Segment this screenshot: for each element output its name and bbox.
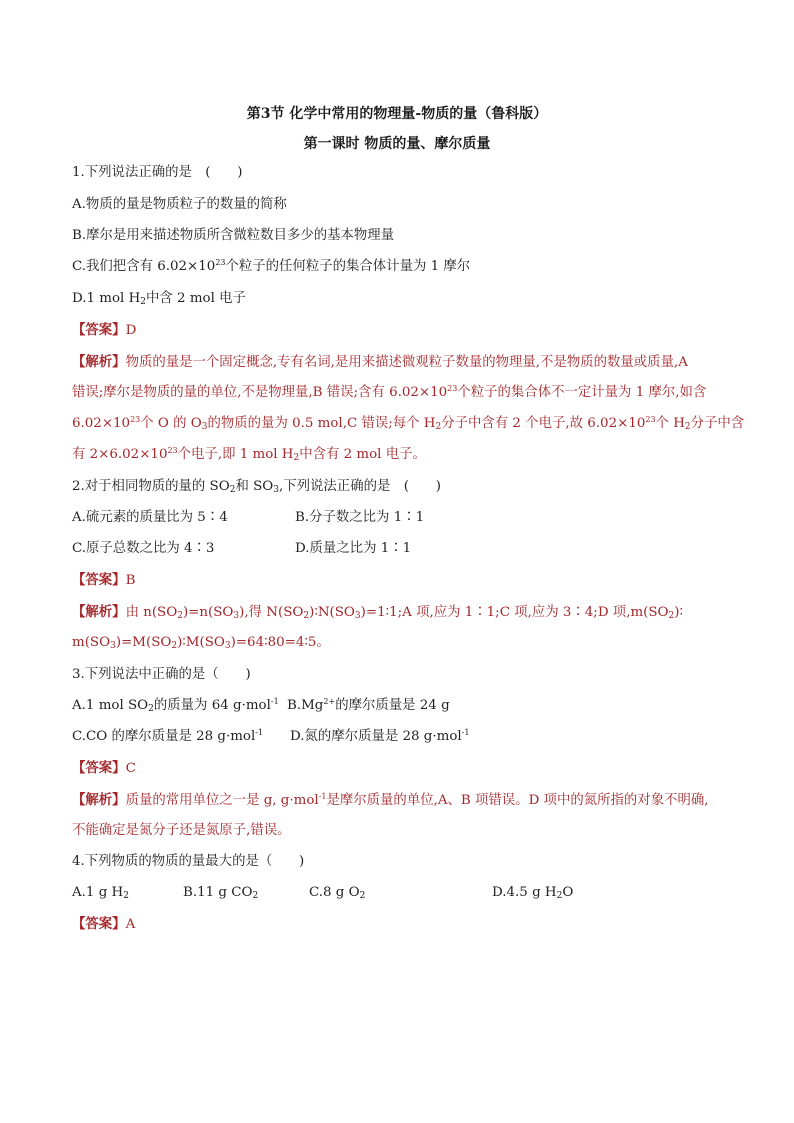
q3-option-c: C.CO 的摩尔质量是 28 g·mol$^{-1}$ xyxy=(72,728,264,744)
q3-option-a: A.1 mol $SO_2$的质量为 64 g·mol$^{-1}$ xyxy=(72,697,279,714)
q1-analysis-line-1: 【解析】物质的量是一个固定概念,专有名词,是用来描述微观粒子数量的物理量,不是物质的数量或质量,A xyxy=(72,354,688,370)
q1-analysis-line-4: 有 $2\times 6.02\times 10^{23}$个电子,即 1 mol $H_2$中含有 2 mol 电子。 xyxy=(72,446,426,463)
q2-stem: 2.对于相同物质的量的 $SO_2$和 $SO_3$,下列说法正确的是 ( ) xyxy=(72,479,441,495)
q1-option-c: C.我们把含有 $6.02\times 10^{23}$个粒子的任何粒子的集合体计量为 1 摩尔 xyxy=(72,258,471,274)
q1-stem: 1.下列说法正确的是 ( ) xyxy=(72,165,243,180)
q4-option-a: A.1 g $H_2$ xyxy=(72,885,129,901)
q3-options-row-2 xyxy=(72,728,722,746)
q4-option-d: D.4.5 g $H_2O$ xyxy=(492,885,574,901)
q1-answer: 【答案】D xyxy=(72,322,137,338)
q1-analysis-line-3: $6.02\times 10^{23}$个 O 的 $O_3$的物质的量为 0.5 mol,C 错误;每个 $H_2$分子中含有 2 个电子,故 $6.02\times 10^{23}$个 $H_2$分子中含 xyxy=(72,415,745,432)
q3-answer: 【答案】C xyxy=(72,760,136,776)
q1-analysis-line-2: 错误;摩尔是物质的量的单位,不是物理量,B 错误;含有 $6.02\times 10^{23}$个粒子的集合体不一定计量为 1 摩尔,如含 xyxy=(72,384,707,400)
q3-options-row-1 xyxy=(72,697,722,715)
q1-option-a: A.物质的量是物质粒子的数量的简称 xyxy=(72,197,287,212)
q2-analysis-line-1: 【解析】由 $n(SO_2)=n(SO_3)$,得 $N(SO_2)∶N(SO_3)=1∶1;A$ 项,应为 1∶1;C 项,应为 3∶4;D 项$,m(SO_2)∶$ xyxy=(72,604,683,621)
q2-option-d: D.质量之比为 1∶1 xyxy=(295,541,412,556)
q2-option-a: A.硫元素的质量比为 5∶4 xyxy=(72,510,228,525)
q2-analysis-line-2: $m(SO_3)=M(SO_2)∶M(SO_3)=64∶80=4∶5$。 xyxy=(72,635,330,651)
q2-option-c: C.原子总数之比为 4∶3 xyxy=(72,541,215,556)
q2-options-row-2 xyxy=(72,540,722,558)
q4-option-b: B.11 g $CO_2$ xyxy=(183,885,259,901)
q3-option-b: $B.Mg^{2+}$的摩尔质量是 24 g xyxy=(287,697,450,713)
q1-option-b: B.摩尔是用来描述物质所含微粒数目多少的基本物理量 xyxy=(72,228,395,243)
q2-answer: 【答案】B xyxy=(72,572,136,588)
q2-option-b: B.分子数之比为 1∶1 xyxy=(295,510,425,525)
q1-option-d: D.1 mol $H_2$中含 2 mol 电子 xyxy=(72,291,246,307)
q3-option-d: D.氮的摩尔质量是 28 g·mol$^{-1}$ xyxy=(290,728,470,744)
q4-stem: 4.下列物质的物质的量最大的是（ ) xyxy=(72,854,305,869)
document-subtitle: 第一课时 物质的量、摩尔质量 xyxy=(303,136,491,152)
q4-answer: 【答案】A xyxy=(72,916,136,932)
q4-option-c: C.8 g $O_2$ xyxy=(309,885,366,901)
q3-analysis-line-1: 【解析】质量的常用单位之一是 g, g·mol$^{-1}$是摩尔质量的单位,A、B 项错误。D 项中的氮所指的对象不明确, xyxy=(72,792,709,808)
q2-options-row-1 xyxy=(72,509,722,527)
document-title: 第3节 化学中常用的物理量-物质的量（鲁科版） xyxy=(246,106,548,122)
q4-options-row xyxy=(72,884,722,902)
q3-analysis-line-2: 不能确定是氮分子还是氮原子,错误。 xyxy=(72,823,291,838)
q3-stem: 3.下列说法中正确的是（ ) xyxy=(72,667,251,682)
